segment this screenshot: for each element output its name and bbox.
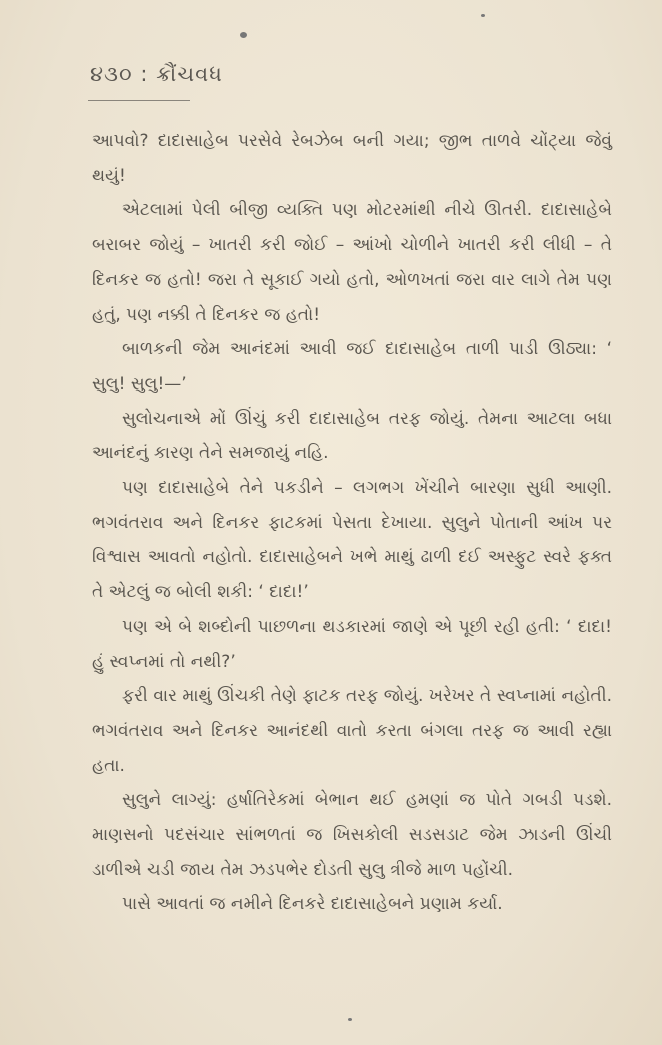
paragraph: ફરી વાર માથું ઊંચકી તેણે ફાટક તરફ જોયું. ખરેખર તે સ્વપ્નામાં નહોતી. ભગવંતરાવ અને દિનકર આનંદથી વાતો કરતા બંગલા તરફ જ આવી રહ્યા હતા.: [92, 686, 612, 776]
ink-speck: [240, 32, 247, 38]
paragraph: આપવો? દાદાસાહેબ પરસેવે રેબઝેબ બની ગયા; જીભ તાળવે ચોંટ્યા જેવું થયું!: [92, 131, 612, 186]
ink-speck: [348, 1018, 352, 1021]
paragraph: પાસે આવતાં જ નમીને દિનકરે દાદાસાહેબને પ્રણામ કર્યા.: [122, 894, 503, 915]
paragraph: સુલુને લાગ્યું: હર્ષાતિરેકમાં બેભાન થઈ હમણાં જ પોતે ગબડી પડશે. માણસનો પદસંચાર સાંભળતાં જ ખિસકોલી સડસડાટ જેમ ઝાડની ઊંચી ડાળીએ ચડી જાય તેમ ઝડપભેર દોડતી સુલુ ત્રીજે માળ પહોંચી.: [92, 790, 612, 880]
paragraph: એટલામાં પેલી બીજી વ્યક્તિ પણ મોટરમાંથી નીચે ઊતરી. દાદાસાહેબે બરાબર જોયું – ખાતરી કરી જોઈ – આંખો ચોળીને ખાતરી કરી લીધી – તે દિનકર જ હતો! જરા તે સૂકાઈ ગયો હતો, ઓળખતાં જરા વાર લાગે તેમ પણ હતું, પણ નક્કી તે દિનકર જ હતો!: [92, 200, 612, 325]
paragraph: પણ દાદાસાહેબે તેને પકડીને – લગભગ ખેંચીને બારણા સુધી આણી. ભગવંતરાવ અને દિનકર ફાટકમાં પેસતા દેખાયા. સુલુને પોતાની આંખ પર વિશ્વાસ આવતો નહોતો. દાદાસાહેબને ખભે માથું ઢાળી દઈ અસ્ફુટ સ્વરે ફક્ત તે એટલું જ બોલી શકી: ‘ દાદા!’: [92, 478, 612, 603]
page-header: [90, 62, 223, 87]
page-number: ૪૩૦: [90, 62, 133, 86]
header-separator: :: [140, 62, 149, 86]
paragraph: પણ એ બે શબ્દોની પાછળના થડકારમાં જાણે એ પૂછી રહી હતી: ‘ દાદા! હું સ્વપ્નમાં તો નથી?’: [92, 616, 612, 672]
book-title: ક્રૌંચવધ: [156, 62, 223, 86]
paragraph: બાળકની જેમ આનંદમાં આવી જઈ દાદાસાહેબ તાળી પાડી ઊઠ્યા: ‘ સુલુ! સુલુ!—’: [92, 339, 612, 394]
header-underline: [88, 100, 190, 101]
paragraph: સુલોચનાએ મોં ઊંચું કરી દાદાસાહેબ તરફ જોયું. તેમના આટલા બધા આનંદનું કારણ તેને સમજાયું નહિ.: [92, 408, 612, 464]
ink-speck: [481, 14, 485, 17]
body-text: [92, 124, 612, 922]
